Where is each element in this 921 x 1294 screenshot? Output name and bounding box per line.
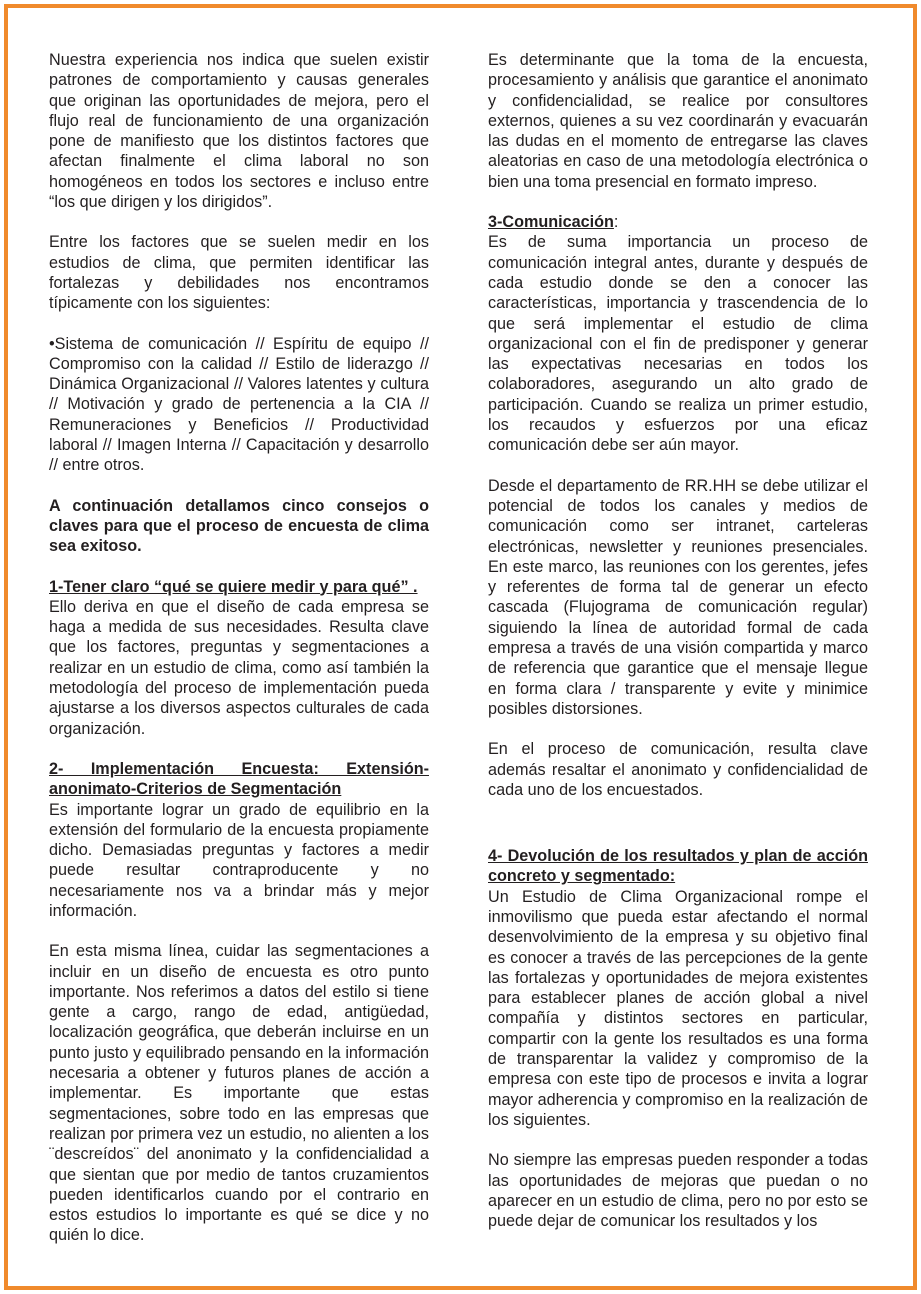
section-3-body-3: En el proceso de comunicación, resulta clave además resaltar el anonimato y confidencialidad de cada uno de los encuestados. [488, 740, 868, 799]
section-spacer [488, 820, 868, 846]
section-3-heading: 3-Comunicación [488, 213, 614, 232]
page-frame [4, 4, 917, 1290]
section-3-body-2: Desde el departamento de RR.HH se debe utilizar el potencial de todos los canales y medios de comunicación como ser intranet, carteleras electrónicas, newsletter y reuniones presenciales. En este marco, las reuniones con los gerentes, jefes y referentes de forma tal de generar un efecto cascada (Flujograma de comunicación regular) siguiendo la línea de autoridad formal de cada empresa a través de una visión compartida y marco de referencia que garantice que el mensaje llegue en forma clara / transparente y evite y minimice posibles distorsiones. [488, 476, 868, 718]
section-3-heading-line [488, 212, 868, 232]
section-3-heading-colon: : [613, 213, 619, 232]
right-column [488, 50, 868, 1251]
section-4-heading: 4- Devolución de los resultados y plan de acción concreto y segmentado: [488, 847, 868, 886]
factors-intro-paragraph: Entre los factores que se suelen medir en los estudios de clima, que permiten identificar las fortalezas y debilidades nos encontramos típicamente con los siguientes: [49, 233, 429, 313]
section-2-body-2: En esta misma línea, cuidar las segmentaciones a incluir en un diseño de encuesta es otro punto importante. Nos referimos a datos del estilo si tiene gente a cargo, rango de edad, antigüedad, localización geográfica, que deberán incluirse en un punto justo y equilibrado pensando en la información necesaria a obtener y futuros planes de acción a implementar. Es importante que estas segmentaciones, sobre todo en las empresas que realizan por primera vez un estudio, no alienten a los ¨descreídos¨ del anonimato y la confidencialidad a que sientan que por medio de tantos cruzamientos pueden identificarlos cuando por el contrario en estos estudios lo importante es qué se dice y no quién lo dice. [49, 942, 429, 1245]
section-2-body-1: Es importante lograr un grado de equilibrio en la extensión del formulario de la encuesta propiamente dicho. Demasiadas preguntas y factores a medir puede resultar contraproducente y no necesariamente nos va a brindar más y mejor información. [49, 800, 429, 920]
keys-intro-paragraph: A continuación detallamos cinco consejos o claves para que el proceso de encuesta de clima sea exitoso. [49, 496, 429, 556]
section-4-body-1: Un Estudio de Clima Organizacional rompe el inmovilismo que pueda estar afectando el normal desenvolvimiento de la empresa y su objetivo final es conocer a través de las percepciones de la gente las fortalezas y oportunidades de mejora existentes para establecer planes de acción global a nivel compañía y distintos sectores en particular, compartir con la gente los resultados es una forma de transparentar la validez y compromiso de la empresa con este tipo de procesos e invita a lograr mayor adherencia y compromiso en la realización de los siguientes. [488, 887, 868, 1129]
section-2-heading: 2- Implementación Encuesta: Extensión-anonimato-Criterios de Segmentación [49, 759, 429, 799]
intro-paragraph: Nuestra experiencia nos indica que suelen existir patrones de comportamiento y causas generales que originan las oportunidades de mejora, pero el flujo real de funcionamiento de una organización pone de manifiesto que los distintos factores que afectan finalmente el clima laboral no son homogéneos en todos los sectores e incluso entre “los que dirigen y los dirigidos”. [49, 51, 429, 212]
section-4-body-2: No siempre las empresas pueden responder a todas las oportunidades de mejoras que puedan o no aparecer en un estudio de clima, pero no por esto se puede dejar de comunicar los resultados y los [488, 1151, 868, 1231]
section-1-heading: 1-Tener claro “qué se quiere medir y para qué” . [49, 577, 418, 596]
factors-list-paragraph: •Sistema de comunicación // Espíritu de equipo // Compromiso con la calidad // Estilo de liderazgo // Dinámica Organizacional // Valores latentes y cultura // Motivación y grado de pertenencia a la CIA // Remuneraciones y Beneficios // Productividad laboral // Imagen Interna // Capacitación y desarrollo // entre otros. [49, 334, 429, 475]
section-3-body-1: Es de suma importancia un proceso de comunicación integral antes, durante y después de cada estudio donde se den a conocer las características, importancia y trascendencia de lo que será implementar el estudio de clima organizacional con el fin de predisponer y generar las expectativas necesarias en todos los colaboradores, asegurando un alto grado de participación. Cuando se realiza un primer estudio, los recaudos y esfuerzos por una eficaz comunicación debe ser aún mayor. [488, 233, 868, 455]
section-1-body: Ello deriva en que el diseño de cada empresa se haga a medida de sus necesidades. Resulta clave que los factores, preguntas y segmentaciones a realizar en un estudio de clima, como así también la metodología del proceso de implementación pueda ajustarse a los diversos aspectos culturales de cada organización. [49, 597, 429, 738]
left-column [49, 50, 429, 1266]
external-consultants-paragraph: Es determinante que la toma de la encuesta, procesamiento y análisis que garantice el anonimato y confidencialidad, se realice por consultores externos, quienes a su vez coordinarán y evacuarán las dudas en el momento de entregarse las claves aleatorias en caso de una metodología electrónica o bien una toma presencial en formato impreso. [488, 51, 868, 191]
